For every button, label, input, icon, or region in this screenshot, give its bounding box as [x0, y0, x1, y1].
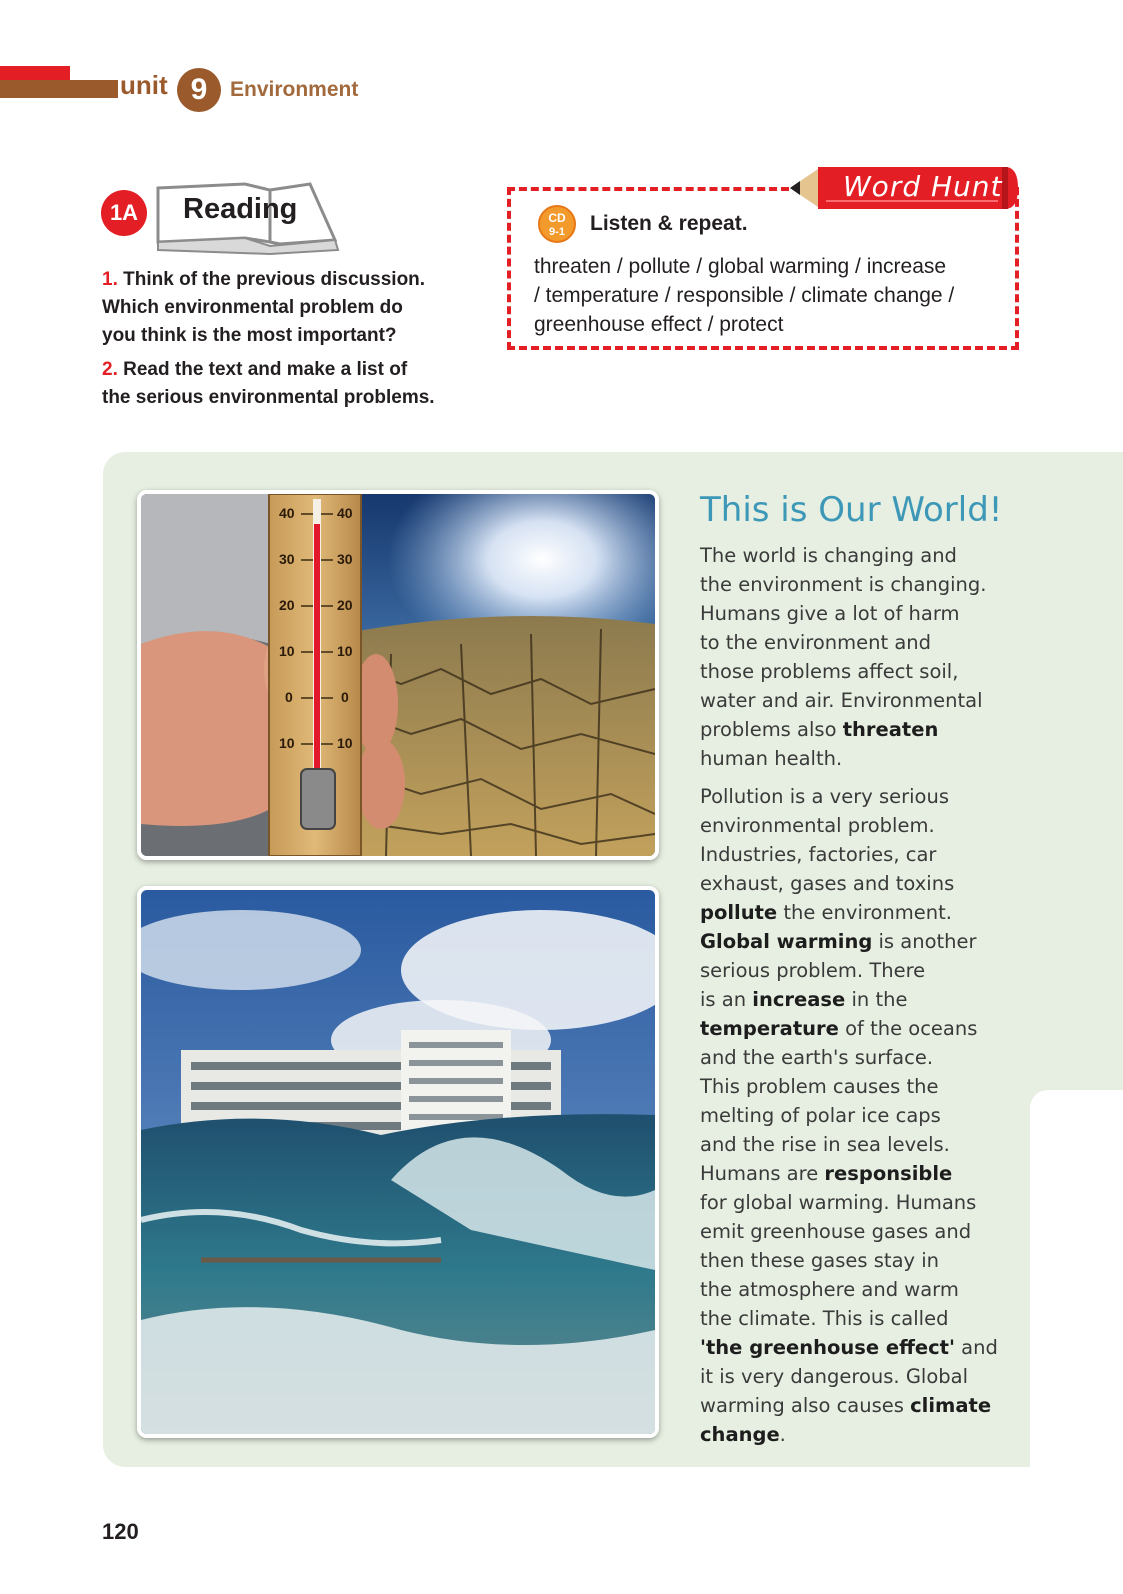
word-list-line-1: threaten / pollute / global warming / increase	[534, 255, 947, 278]
cd-track-icon[interactable]	[538, 205, 576, 243]
line-text: Humans give a lot of harm	[700, 602, 960, 625]
line-text: and	[954, 1336, 998, 1359]
article-line	[700, 1304, 1000, 1333]
article-line	[700, 782, 1000, 811]
article-line	[700, 956, 1000, 985]
article-paragraph-1	[700, 541, 1000, 773]
line-text: environmental problem.	[700, 814, 935, 837]
line-text: to the environment and	[700, 631, 932, 654]
question-1-line-3: you think is the most important?	[102, 325, 397, 346]
article-line	[700, 985, 1000, 1014]
line-text: the atmosphere and warm	[700, 1278, 959, 1301]
section-badge-1a: 1A	[101, 190, 147, 236]
question-2-number: 2.	[102, 359, 118, 380]
question-1-number: 1.	[102, 269, 118, 290]
line-text: the climate. This is called	[700, 1307, 949, 1330]
reading-label: Reading	[183, 193, 298, 225]
listen-repeat-instruction: Listen & repeat.	[590, 212, 748, 235]
article-title: This is Our World!	[700, 490, 1003, 530]
line-text: human health.	[700, 747, 843, 770]
line-text: is an	[700, 988, 753, 1011]
line-text: exhaust, gases and toxins	[700, 872, 955, 895]
line-text: serious problem. There	[700, 959, 926, 982]
header-red-bar	[0, 66, 70, 80]
line-text: in the	[845, 988, 908, 1011]
line-text: warming also causes	[700, 1394, 911, 1417]
line-text: melting of polar ice caps	[700, 1104, 941, 1127]
line-text: water and air. Environmental	[700, 689, 983, 712]
thermo-label-10-left: 10	[279, 643, 295, 659]
article-line	[700, 1333, 1000, 1362]
article-paragraph-2	[700, 782, 1000, 1449]
article-line	[700, 898, 1000, 927]
keyword: Global warming	[700, 930, 873, 953]
article-line	[700, 570, 1000, 599]
line-text: problems also	[700, 718, 843, 741]
keyword: climate	[910, 1394, 992, 1417]
article-line	[700, 1159, 1000, 1188]
article-line	[700, 1217, 1000, 1246]
line-text: it is very dangerous. Global	[700, 1365, 969, 1388]
page-number: 120	[102, 1519, 139, 1544]
article-line	[700, 1043, 1000, 1072]
line-text: emit greenhouse gases and	[700, 1220, 972, 1243]
keyword: threaten	[842, 718, 939, 741]
line-text: of the oceans	[838, 1017, 978, 1040]
question-2-line-2: the serious environmental problems.	[102, 387, 435, 408]
article-line	[700, 1188, 1000, 1217]
article-line	[700, 1014, 1000, 1043]
thermo-label-minus10-right: 10	[337, 735, 353, 751]
article-line	[700, 686, 1000, 715]
article-line	[700, 541, 1000, 570]
line-text: Pollution is a very serious	[700, 785, 949, 808]
article-line	[700, 811, 1000, 840]
line-text: .	[779, 1423, 786, 1446]
keyword: temperature	[700, 1017, 839, 1040]
article-line	[700, 1420, 1000, 1449]
article-line	[700, 1072, 1000, 1101]
line-text: Humans are	[700, 1162, 825, 1185]
cd-label: CD	[548, 211, 566, 225]
article-line	[700, 657, 1000, 686]
keyword: 'the greenhouse effect'	[700, 1336, 955, 1359]
word-hunt-words	[534, 252, 994, 339]
line-text: This problem causes the	[700, 1075, 939, 1098]
thermo-label-10-right: 10	[337, 643, 353, 659]
article-line	[700, 1101, 1000, 1130]
word-hunt-title: Word Hunt	[843, 170, 1003, 203]
article-line	[700, 599, 1000, 628]
line-text: those problems affect soil,	[700, 660, 959, 683]
thermo-label-0-left: 0	[285, 689, 293, 705]
line-text: the environment is changing.	[700, 573, 987, 596]
question-1-line-1: Think of the previous discussion.	[123, 269, 426, 290]
thermo-label-30-left: 30	[279, 551, 295, 567]
article-line	[700, 1130, 1000, 1159]
article-line	[700, 744, 1000, 773]
thermo-label-0-right: 0	[341, 689, 349, 705]
article-line	[700, 840, 1000, 869]
keyword: change	[700, 1423, 780, 1446]
question-2-line-1: Read the text and make a list of	[123, 359, 408, 380]
thermo-label-20-right: 20	[337, 597, 353, 613]
article-line	[700, 1246, 1000, 1275]
line-text: and the rise in sea levels.	[700, 1133, 950, 1156]
question-1-line-2: Which environmental problem do	[102, 297, 403, 318]
word-list-line-3: greenhouse effect / protect	[534, 313, 784, 336]
line-text: Industries, factories, car	[700, 843, 937, 866]
word-list-line-2: / temperature / responsible / climate change /	[534, 284, 955, 307]
article-line	[700, 1391, 1000, 1420]
unit-number-badge: 9	[177, 68, 221, 112]
header-brown-bar	[0, 80, 118, 98]
thermometer-cracked-earth-photo	[137, 490, 659, 860]
thermo-label-20-left: 20	[279, 597, 295, 613]
keyword: increase	[752, 988, 846, 1011]
line-text: for global warming. Humans	[700, 1191, 977, 1214]
question-2	[102, 356, 435, 412]
thermo-label-minus10-left: 10	[279, 735, 295, 751]
article-line	[700, 715, 1000, 744]
flooded-building-photo	[137, 886, 659, 1438]
line-text: The world is changing and	[700, 544, 957, 567]
line-text: the environment.	[777, 901, 952, 924]
article-line	[700, 1275, 1000, 1304]
cd-track-number: 9-1	[549, 226, 565, 238]
line-text: then these gases stay in	[700, 1249, 940, 1272]
article-line	[700, 927, 1000, 956]
unit-label: unit	[120, 70, 168, 100]
unit-title: Environment	[230, 78, 359, 101]
thermo-label-40-right: 40	[337, 505, 353, 521]
article-line	[700, 1362, 1000, 1391]
panel-notch	[1030, 1090, 1123, 1467]
line-text: is another	[872, 930, 977, 953]
article-line	[700, 628, 1000, 657]
article-line	[700, 869, 1000, 898]
thermo-label-30-right: 30	[337, 551, 353, 567]
keyword: responsible	[824, 1162, 953, 1185]
word-hunt-top-border	[507, 187, 789, 191]
question-1	[102, 266, 425, 350]
line-text: and the earth's surface.	[700, 1046, 934, 1069]
thermo-label-40-left: 40	[279, 505, 295, 521]
keyword: pollute	[700, 901, 778, 924]
